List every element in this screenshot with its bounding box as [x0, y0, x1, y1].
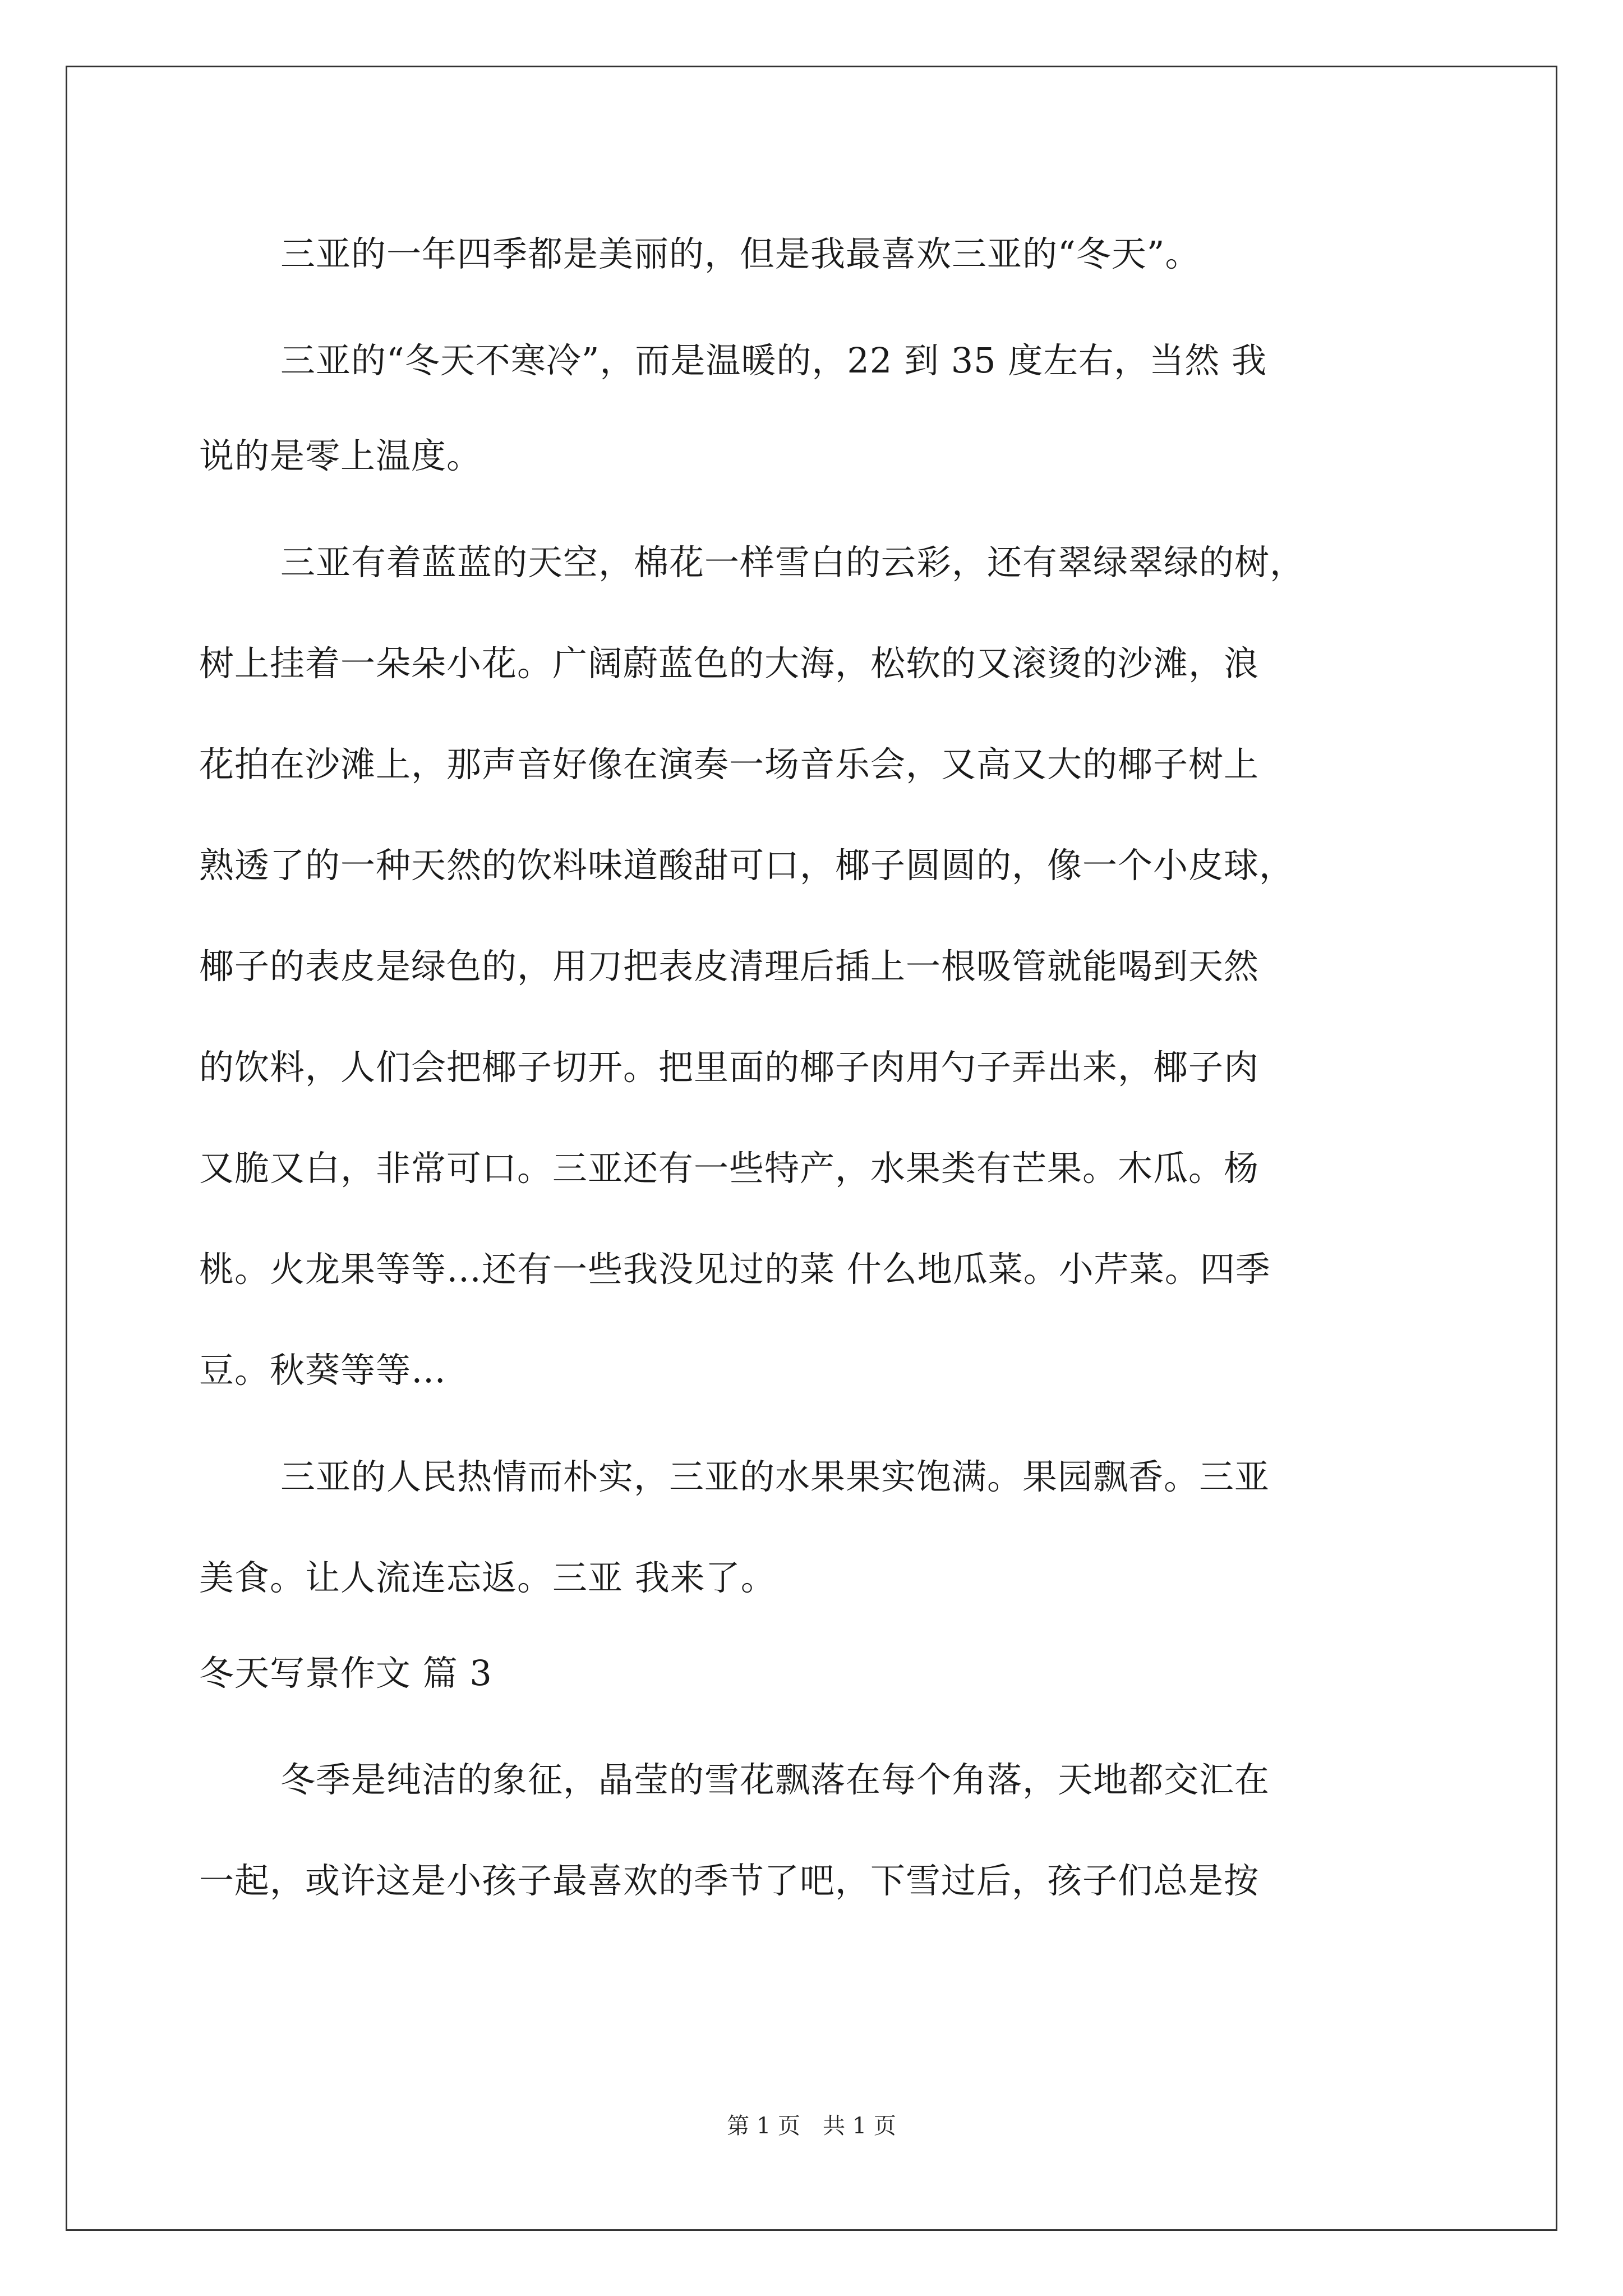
section-heading: 冬天写景作文 篇 3	[199, 1653, 492, 1694]
paragraph-line: 三亚的“冬天不寒冷”，而是温暖的，22 到 35 度左右，当然 我	[280, 340, 1267, 381]
page-number-footer: 第 1 页 共 1 页	[727, 2113, 896, 2139]
paragraph-line: 冬季是纯洁的象征，晶莹的雪花飘落在每个角落，天地都交汇在	[280, 1759, 1270, 1800]
paragraph-line: 说的是零上温度。	[199, 435, 482, 476]
paragraph-line: 熟透了的一种天然的饮料味道酸甜可口，椰子圆圆的，像一个小皮球，	[199, 845, 1295, 886]
paragraph-line: 桃。火龙果等等…还有一些我没见过的菜 什么地瓜菜。小芹菜。四季	[199, 1249, 1271, 1290]
paragraph-line: 一起，或许这是小孩子最喜欢的季节了吧，下雪过后，孩子们总是按	[199, 1860, 1260, 1901]
paragraph-line: 豆。秋葵等等…	[199, 1350, 447, 1391]
paragraph-line: 花拍在沙滩上，那声音好像在演奏一场音乐会，又高又大的椰子树上	[199, 744, 1260, 785]
paragraph-line: 椰子的表皮是绿色的，用刀把表皮清理后插上一根吸管就能喝到天然	[199, 946, 1260, 987]
paragraph-line: 的饮料，人们会把椰子切开。把里面的椰子肉用勺子弄出来，椰子肉	[199, 1047, 1260, 1088]
paragraph-line: 三亚的人民热情而朴实，三亚的水果果实饱满。果园飘香。三亚	[280, 1456, 1270, 1497]
paragraph-line: 又脆又白，非常可口。三亚还有一些特产，水果类有芒果。木瓜。杨	[199, 1148, 1260, 1189]
paragraph-line: 三亚的一年四季都是美丽的，但是我最喜欢三亚的“冬天”。	[280, 233, 1201, 274]
paragraph-line: 三亚有着蓝蓝的天空，棉花一样雪白的云彩，还有翠绿翠绿的树，	[280, 542, 1306, 583]
paragraph-line: 树上挂着一朵朵小花。广阔蔚蓝色的大海，松软的又滚烫的沙滩，浪	[199, 643, 1260, 684]
paragraph-line: 美食。让人流连忘返。三亚 我来了。	[199, 1557, 776, 1598]
